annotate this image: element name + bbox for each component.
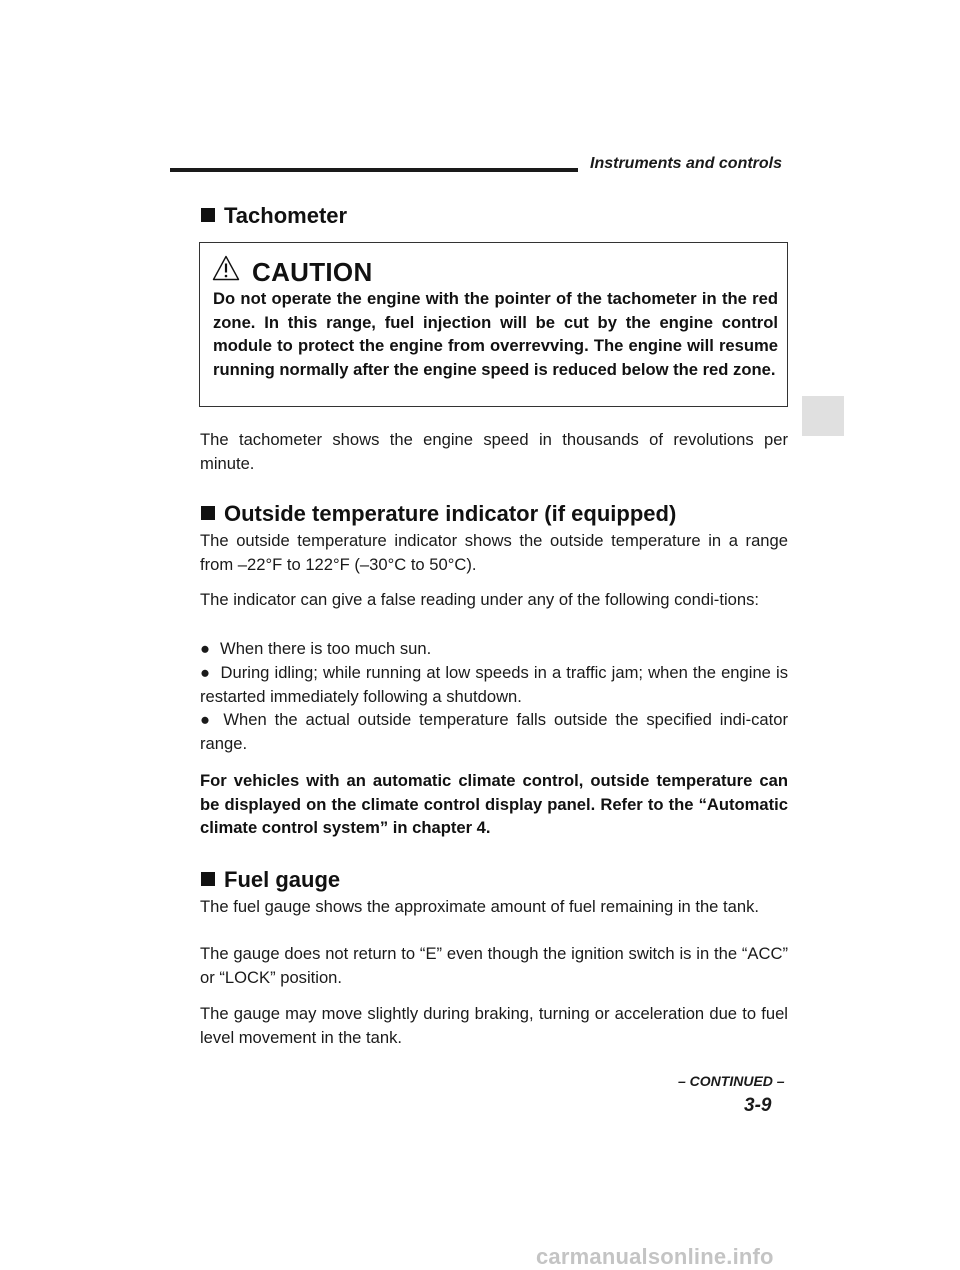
continued-label: – CONTINUED –: [678, 1073, 785, 1089]
heading-tachometer-label: Tachometer: [224, 203, 348, 228]
warning-triangle-icon: [212, 255, 240, 281]
caution-box: [199, 242, 788, 407]
bullet-icon: ●: [200, 639, 211, 658]
list-item-text: When the actual outside temperature falls outside the specified indi-cator range.: [200, 710, 788, 753]
list-item-text: During idling; while running at low speeds in a traffic jam; when the engine is restarted immediately following a shutdown.: [200, 663, 788, 706]
bullet-icon: ●: [200, 663, 211, 682]
section-marker-icon: [201, 506, 215, 520]
list-item: [200, 708, 788, 755]
fuel-gauge-ignition-note: The gauge does not return to “E” even though the ignition switch is in the “ACC” or “LOCK” position.: [200, 944, 788, 987]
caution-text: Do not operate the engine with the pointer of the tachometer in the red zone. In this range, fuel injection will be cut by the engine control module to protect the engine from overrevving. The engine will resume running normally after the engine speed is reduced below the red zone.: [213, 289, 778, 379]
heading-fuel-gauge: [201, 867, 340, 893]
bullet-icon: ●: [200, 710, 214, 729]
page-number: 3-9: [744, 1095, 772, 1116]
list-item: [200, 661, 788, 708]
fuel-gauge-description: The fuel gauge shows the approximate amount of fuel remaining in the tank.: [200, 897, 759, 916]
heading-fuel-gauge-label: Fuel gauge: [224, 867, 341, 892]
section-marker-icon: [201, 208, 215, 222]
heading-outside-temperature-label: Outside temperature indicator (if equipped): [224, 501, 677, 526]
header-rule: [170, 168, 578, 172]
outside-temp-false-reading: The indicator can give a false reading under any of the following condi-tions:: [200, 590, 759, 609]
caution-title: CAUTION: [252, 257, 373, 287]
list-item-text: When there is too much sun.: [220, 639, 432, 658]
tachometer-description: The tachometer shows the engine speed in thousands of revolutions per minute.: [200, 430, 788, 473]
fuel-gauge-movement-note: The gauge may move slightly during braking, turning or acceleration due to fuel level movement in the tank.: [200, 1004, 788, 1047]
running-header: Instruments and controls: [590, 155, 783, 172]
heading-outside-temperature: [201, 501, 676, 527]
heading-tachometer: [201, 203, 347, 229]
watermark: carmanualsonline.info: [536, 1244, 774, 1269]
list-item: [200, 637, 788, 661]
outside-temp-range: The outside temperature indicator shows the outside temperature in a range from –22°F to 122°F (–30°C to 50°C).: [200, 531, 788, 574]
section-marker-icon: [201, 872, 215, 886]
climate-control-note: For vehicles with an automatic climate control, outside temperature can be displayed on the climate control display panel. Refer to the “Automatic climate control system” in chapter 4.: [200, 771, 788, 837]
chapter-tab: [802, 396, 844, 436]
